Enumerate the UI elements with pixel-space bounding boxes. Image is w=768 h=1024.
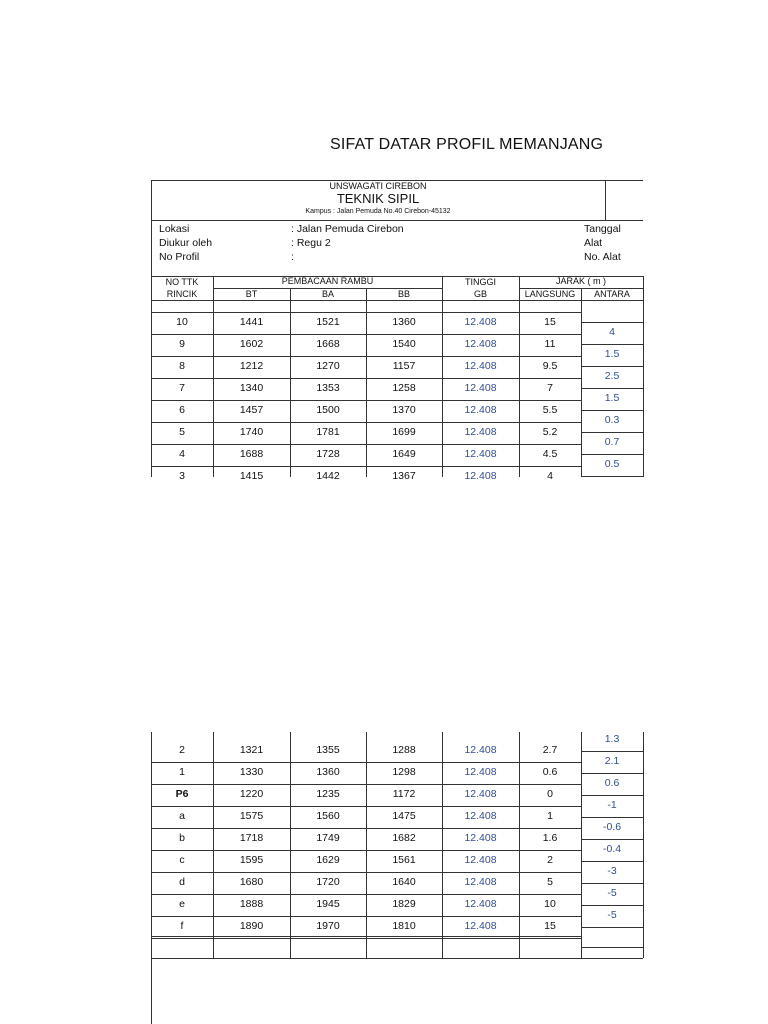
cell-bb: 1298: [392, 766, 416, 778]
col-gb: GB: [473, 289, 487, 299]
cell-langsung: 15: [544, 316, 556, 328]
antara-value: 2.5: [604, 370, 620, 382]
tanggal-label: Tanggal: [584, 223, 621, 235]
cell-langsung: 5: [547, 876, 553, 888]
row-divider: [151, 872, 581, 873]
cell-gb: 12.408: [464, 920, 497, 932]
cell-gb: 12.408: [464, 338, 497, 350]
cell-bt: 1575: [239, 810, 264, 822]
col-pembacaan-rambu: PEMBACAAN RAMBU: [281, 276, 374, 286]
cell-bb: 1288: [392, 744, 416, 756]
diukur-label: Diukur oleh: [159, 237, 213, 249]
row-divider: [151, 938, 581, 939]
cell-gb: 12.408: [464, 898, 497, 910]
col-bb: BB: [397, 289, 410, 299]
antara-divider: [581, 410, 643, 411]
cell-ba: 1521: [316, 316, 340, 328]
cell-ba: 1353: [316, 382, 340, 394]
col-antara: ANTARA: [594, 289, 630, 299]
cell-no: 1: [179, 766, 185, 778]
cell-no: f: [180, 920, 184, 932]
cell-ba: 1270: [316, 360, 340, 372]
antara-divider: [581, 432, 643, 433]
cell-bb: 1475: [392, 810, 416, 822]
cell-ba: 1560: [316, 810, 340, 822]
col-langsung: LANGSUNG: [524, 289, 576, 299]
cell-ba: 1728: [316, 448, 340, 460]
cell-gb: 12.408: [464, 404, 497, 416]
cell-ba: 1500: [316, 404, 340, 416]
page-title: SIFAT DATAR PROFIL MEMANJANG: [330, 136, 604, 153]
cell-langsung: 5.2: [542, 426, 558, 438]
cell-bb: 1640: [392, 876, 416, 888]
antara-divider: [581, 388, 643, 389]
cell-no: d: [179, 876, 185, 888]
row-divider: [151, 850, 581, 851]
diukur-value: : Regu 2: [291, 237, 331, 249]
no-alat-label: No. Alat: [584, 251, 621, 263]
row-divider: [151, 444, 581, 445]
cell-gb: 12.408: [464, 810, 497, 822]
col-tinggi: TINGGI: [465, 277, 496, 287]
cell-ba: 1720: [316, 876, 340, 888]
cell-bt: 1595: [239, 854, 264, 866]
antara-divider: [581, 861, 643, 862]
cell-langsung: 9.5: [542, 360, 558, 372]
cell-langsung: 0.6: [542, 766, 558, 778]
cell-no: 5: [179, 426, 185, 438]
cell-bt: 1321: [239, 744, 264, 756]
alat-label: Alat: [584, 237, 603, 249]
cell-bt: 1680: [239, 876, 264, 888]
cell-bt: 1457: [239, 404, 264, 416]
row-divider: [151, 806, 581, 807]
institution-name: UNSWAGATI CIREBON: [329, 181, 427, 191]
cell-langsung: 10: [544, 898, 556, 910]
cell-langsung: 11: [544, 338, 556, 350]
antara-value: 1.3: [604, 733, 620, 745]
cell-no: 8: [179, 360, 185, 372]
antara-value: 4: [609, 326, 615, 338]
row-divider: [151, 466, 581, 467]
cell-no: e: [179, 898, 185, 910]
cell-ba: 1360: [316, 766, 340, 778]
cell-bb: 1258: [392, 382, 416, 394]
cell-bb: 1367: [392, 470, 416, 482]
row-divider: [151, 334, 581, 335]
cell-bt: 1718: [239, 832, 264, 844]
cell-bb: 1370: [392, 404, 416, 416]
cell-langsung: 15: [544, 920, 556, 932]
antara-divider: [581, 476, 643, 477]
cell-ba: 1749: [316, 832, 340, 844]
cell-no: 3: [179, 470, 185, 482]
cell-gb: 12.408: [464, 744, 497, 756]
antara-value: 0.3: [604, 414, 620, 426]
col-bt: BT: [245, 289, 258, 299]
antara-divider: [581, 927, 643, 928]
cell-langsung: 4.5: [542, 448, 558, 460]
cell-langsung: 0: [547, 788, 553, 800]
cell-langsung: 1.6: [542, 832, 558, 844]
cell-bb: 1157: [392, 360, 416, 372]
antara-value: 0.6: [604, 777, 620, 789]
cell-no: a: [179, 810, 185, 822]
antara-value: 0.7: [604, 436, 620, 448]
row-divider: [151, 828, 581, 829]
lokasi-value: : Jalan Pemuda Cirebon: [291, 223, 404, 235]
cell-bt: 1340: [239, 382, 264, 394]
row-divider: [151, 784, 581, 785]
antara-value: -5: [607, 909, 617, 921]
cell-bt: 1212: [239, 360, 264, 372]
antara-divider: [581, 454, 643, 455]
row-divider: [151, 894, 581, 895]
row-divider: [151, 422, 581, 423]
col-jarak: JARAK ( m ): [555, 276, 606, 286]
row-divider: [151, 936, 581, 937]
cell-langsung: 2: [547, 854, 553, 866]
antara-divider: [581, 905, 643, 906]
row-divider: [151, 762, 581, 763]
cell-bb: 1649: [392, 448, 416, 460]
cell-bt: 1890: [239, 920, 264, 932]
cell-gb: 12.408: [464, 832, 497, 844]
cell-ba: 1235: [316, 788, 340, 800]
antara-value: -3: [607, 865, 617, 877]
cell-gb: 12.408: [464, 766, 497, 778]
cell-bt: 1441: [239, 316, 264, 328]
cell-gb: 12.408: [464, 470, 497, 482]
cell-no: c: [179, 854, 185, 866]
cell-no: 10: [176, 316, 188, 328]
cell-langsung: 2.7: [542, 744, 558, 756]
cell-gb: 12.408: [464, 360, 497, 372]
profil-value: :: [291, 251, 294, 263]
row-divider: [151, 916, 581, 917]
cell-bb: 1561: [392, 854, 416, 866]
antara-divider: [581, 947, 643, 948]
cell-bt: 1688: [239, 448, 264, 460]
cell-no: 6: [179, 404, 185, 416]
antara-divider: [581, 773, 643, 774]
antara-divider: [581, 883, 643, 884]
cell-gb: 12.408: [464, 382, 497, 394]
cell-no: P6: [175, 788, 189, 800]
antara-value: -0.6: [602, 821, 622, 833]
antara-divider: [581, 795, 643, 796]
cell-bt: 1330: [239, 766, 264, 778]
cell-langsung: 1: [547, 810, 553, 822]
cell-bt: 1888: [239, 898, 264, 910]
cell-gb: 12.408: [464, 876, 497, 888]
cell-gb: 12.408: [464, 854, 497, 866]
col-rincik: RINCIK: [166, 289, 198, 299]
col-no-ttk: NO TTK: [165, 277, 199, 287]
cell-bt: 1602: [239, 338, 264, 350]
cell-bb: 1810: [392, 920, 416, 932]
cell-langsung: 7: [547, 382, 553, 394]
cell-langsung: 4: [547, 470, 553, 482]
antara-value: -1: [607, 799, 617, 811]
cell-bb: 1682: [392, 832, 416, 844]
antara-value: 2.1: [604, 755, 620, 767]
antara-value: -5: [607, 887, 617, 899]
campus-address: Kampus : Jalan Pemuda No.40 Cirebon-45132: [305, 208, 451, 215]
cell-gb: 12.408: [464, 316, 497, 328]
cell-ba: 1945: [316, 898, 340, 910]
cell-langsung: 5.5: [542, 404, 558, 416]
cell-no: 4: [179, 448, 185, 460]
cell-ba: 1781: [316, 426, 340, 438]
antara-value: -0.4: [602, 843, 622, 855]
cell-no: 2: [179, 744, 185, 756]
cell-gb: 12.408: [464, 788, 497, 800]
cell-bb: 1829: [392, 898, 416, 910]
antara-divider: [581, 366, 643, 367]
cell-bt: 1220: [239, 788, 264, 800]
cell-ba: 1442: [316, 470, 340, 482]
cell-no: b: [179, 832, 185, 844]
antara-value: 1.5: [604, 348, 620, 360]
cell-gb: 12.408: [464, 448, 497, 460]
antara-divider: [581, 817, 643, 818]
cell-bb: 1699: [392, 426, 416, 438]
cell-gb: 12.408: [464, 426, 497, 438]
cell-ba: 1355: [316, 744, 340, 756]
cell-bb: 1360: [392, 316, 416, 328]
cell-bt: 1740: [239, 426, 264, 438]
cell-ba: 1668: [316, 338, 340, 350]
lokasi-label: Lokasi: [159, 223, 190, 235]
row-divider: [151, 356, 581, 357]
col-ba: BA: [321, 289, 334, 299]
antara-divider: [581, 344, 643, 345]
cell-bb: 1540: [392, 338, 416, 350]
department-name: TEKNIK SIPIL: [336, 191, 420, 206]
antara-value: 0.5: [604, 458, 620, 470]
cell-bb: 1172: [392, 788, 416, 800]
row-divider: [151, 378, 581, 379]
cell-no: 7: [179, 382, 185, 394]
antara-value: 1.5: [604, 392, 620, 404]
antara-divider: [581, 751, 643, 752]
cell-bt: 1415: [239, 470, 264, 482]
cell-no: 9: [179, 338, 185, 350]
cell-ba: 1970: [316, 920, 340, 932]
antara-divider: [581, 839, 643, 840]
profil-label: No Profil: [159, 251, 200, 263]
row-divider: [151, 400, 581, 401]
cell-ba: 1629: [316, 854, 340, 866]
